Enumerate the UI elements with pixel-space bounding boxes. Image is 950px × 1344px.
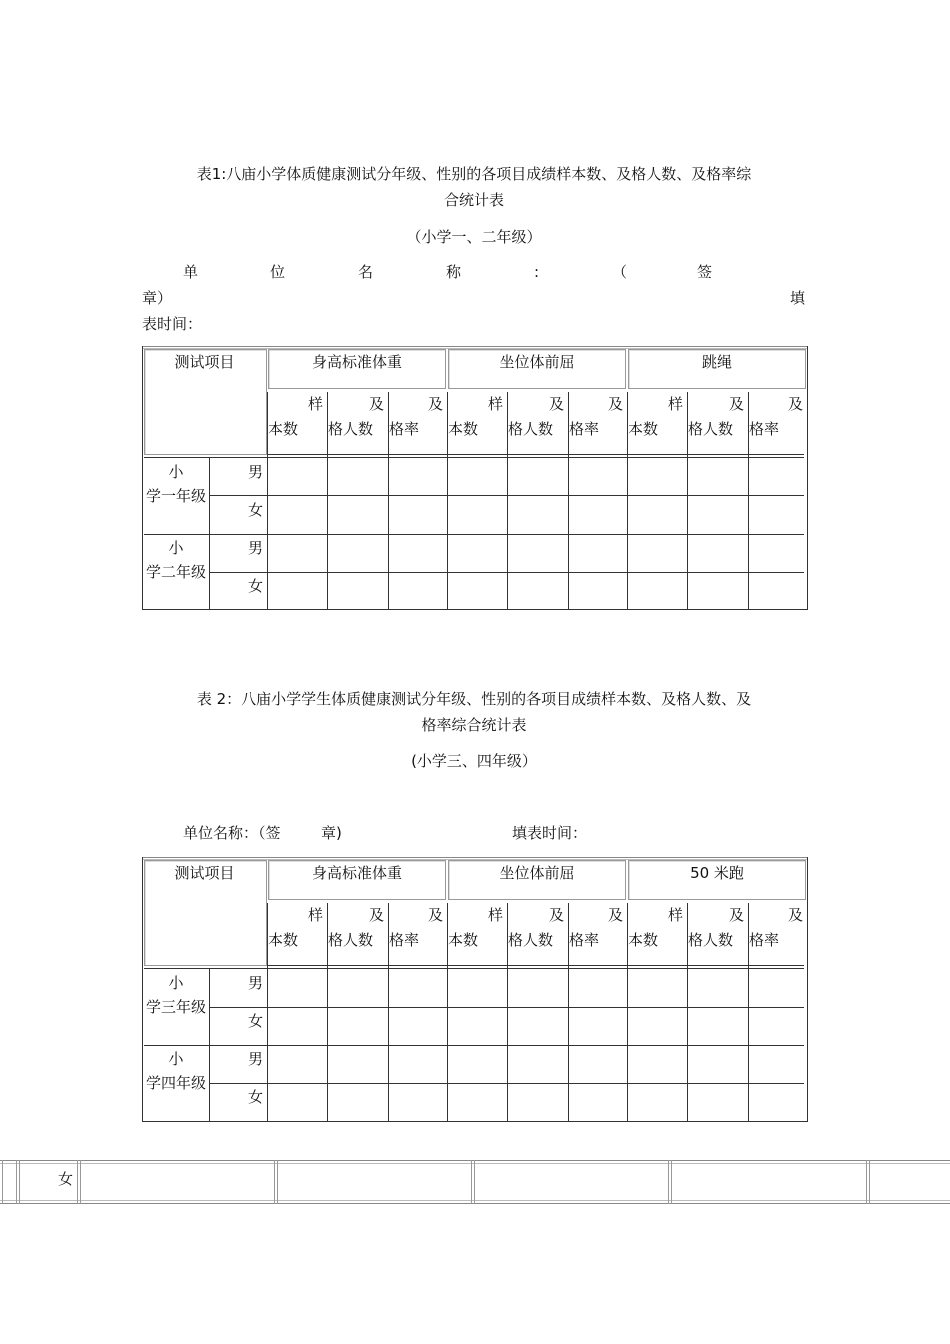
table1-subtitle: （小学一、二年级） — [406, 228, 542, 246]
t1-sub-pass-rate-3: 及 格率 — [749, 395, 803, 438]
t1-sub-pass-count-3: 及 格人数 — [688, 395, 744, 438]
t2-sub-pass-rate-3: 及 格率 — [749, 906, 803, 949]
table1-title — [140, 161, 808, 213]
t1-sub-sample-1: 样 本数 — [268, 395, 323, 438]
t1-group-1: 身高标准体重 — [311, 353, 402, 371]
t2-unit-mid: 章) — [321, 824, 342, 842]
t2-unit-left: 单位名称：（签 — [183, 824, 281, 842]
t2-sub-pass-rate-2: 及 格率 — [569, 906, 623, 949]
strip-female-label: 女 — [58, 1170, 74, 1188]
t2-sub-sample-3: 样 本数 — [628, 906, 683, 949]
unit-char-2: 位 — [270, 263, 286, 281]
t2-group-2: 坐位体前屈 — [499, 864, 575, 882]
t1-sub-pass-count-1: 及 格人数 — [328, 395, 384, 438]
table1 — [142, 346, 808, 610]
table2-title — [140, 686, 808, 738]
t2-sub-pass-count-1: 及 格人数 — [328, 906, 384, 949]
t2-header-item: 测试项目 — [174, 864, 235, 882]
t1-grade-2-female: 女 — [247, 577, 263, 595]
table1-title-line2: 合统计表 — [443, 191, 504, 209]
t1-group-3: 跳绳 — [701, 353, 732, 371]
t2-grade-4: 小 学四年级 — [145, 1050, 206, 1092]
unit-line2-right: 填 — [790, 289, 806, 307]
unit-char-3: 名 — [358, 263, 374, 281]
unit-char-1: 单 — [183, 263, 199, 281]
unit-line3: 表时间： — [142, 315, 203, 333]
t2-sub-pass-count-2: 及 格人数 — [508, 906, 564, 949]
table2-title-line2: 格率综合统计表 — [421, 716, 527, 734]
t1-sub-sample-2: 样 本数 — [448, 395, 503, 438]
t1-sub-pass-count-2: 及 格人数 — [508, 395, 564, 438]
t1-sub-pass-rate-1: 及 格率 — [389, 395, 443, 438]
bottom-table-fragment — [0, 1160, 950, 1204]
t1-grade-2: 小 学二年级 — [145, 539, 206, 581]
t2-grade-4-male: 男 — [247, 1050, 263, 1068]
t2-sub-sample-2: 样 本数 — [448, 906, 503, 949]
table2-title-line1: 表 2：八庙小学学生体质健康测试分年级、性别的各项目成绩样本数、及格人数、及 — [196, 690, 752, 708]
t1-grade-2-male: 男 — [247, 539, 263, 557]
t1-grade-1-female: 女 — [247, 501, 263, 519]
table2 — [142, 857, 808, 1122]
t2-grade-4-female: 女 — [247, 1088, 263, 1106]
t1-header-item: 测试项目 — [174, 353, 235, 371]
unit-char-4: 称 — [446, 263, 462, 281]
t2-group-3: 50 米跑 — [690, 864, 744, 882]
t2-grade-3-female: 女 — [247, 1012, 263, 1030]
t1-group-2: 坐位体前屈 — [499, 353, 575, 371]
unit-char-6: （ — [612, 263, 628, 281]
t1-grade-1-male: 男 — [247, 463, 263, 481]
t1-sub-sample-3: 样 本数 — [628, 395, 683, 438]
t2-grade-3-male: 男 — [247, 974, 263, 992]
unit-char-7: 签 — [697, 263, 713, 281]
table1-title-line1: 表1:八庙小学体质健康测试分年级、性别的各项目成绩样本数、及格人数、及格率综 — [196, 165, 752, 183]
t2-sub-sample-1: 样 本数 — [268, 906, 323, 949]
t2-unit-right: 填表时间： — [512, 824, 588, 842]
t2-sub-pass-rate-1: 及 格率 — [389, 906, 443, 949]
t2-sub-pass-count-3: 及 格人数 — [688, 906, 744, 949]
t1-grade-1: 小 学一年级 — [145, 463, 206, 505]
unit-line2-left: 章） — [142, 289, 173, 307]
t2-grade-3: 小 学三年级 — [145, 974, 206, 1016]
t2-group-1: 身高标准体重 — [311, 864, 402, 882]
table2-subtitle: (小学三、四年级） — [411, 752, 537, 770]
t1-sub-pass-rate-2: 及 格率 — [569, 395, 623, 438]
unit-char-5: : — [534, 263, 540, 281]
